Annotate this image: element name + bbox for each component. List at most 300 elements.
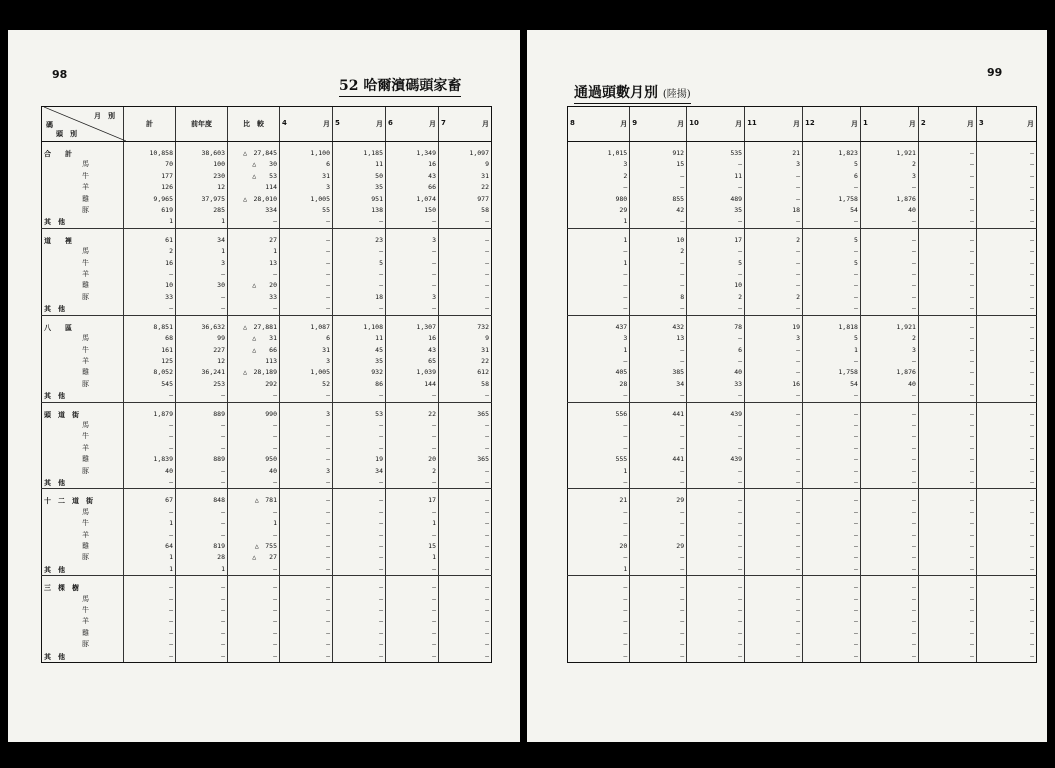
table-cell: — xyxy=(976,246,1036,257)
table-cell: — xyxy=(386,420,439,431)
table-cell: 10 xyxy=(124,280,176,291)
table-row xyxy=(568,345,1037,356)
table-cell: 535 xyxy=(687,142,745,160)
row-label: 雞 xyxy=(42,454,124,465)
table-cell: — xyxy=(630,639,687,650)
table-cell: 42 xyxy=(630,205,687,216)
table-cell: 545 xyxy=(124,379,176,390)
table-cell: 439 xyxy=(687,402,745,420)
row-label: 三 棵 樹 xyxy=(42,576,124,594)
row-label: 牛 xyxy=(42,171,124,182)
table-cell: — xyxy=(687,576,745,594)
table-cell: — xyxy=(568,420,630,431)
table-cell: — xyxy=(745,518,803,529)
table-cell: — xyxy=(745,639,803,650)
table-cell: 1,039 xyxy=(386,367,439,378)
table-cell: 13 xyxy=(228,258,280,269)
table-cell: 990 xyxy=(228,402,280,420)
table-group-total-row xyxy=(42,315,492,333)
table-cell: 1,921 xyxy=(860,315,918,333)
left-data-table xyxy=(41,106,492,663)
table-cell: 19 xyxy=(333,454,386,465)
table-row xyxy=(568,454,1037,465)
table-cell: — xyxy=(745,280,803,291)
table-cell: — xyxy=(280,390,333,402)
column-header-total: 計 xyxy=(124,107,176,142)
table-cell: 556 xyxy=(568,402,630,420)
table-row xyxy=(568,216,1037,228)
table-cell: 45 xyxy=(333,345,386,356)
row-label: 牛 xyxy=(42,258,124,269)
table-cell: — xyxy=(918,402,976,420)
table-cell: — xyxy=(687,541,745,552)
table-cell: — xyxy=(976,171,1036,182)
month-number: 6 xyxy=(388,119,393,128)
table-cell: — xyxy=(976,541,1036,552)
table-cell: — xyxy=(976,142,1036,160)
table-cell: — xyxy=(803,390,861,402)
month-unit: 月 xyxy=(793,119,801,129)
table-cell: — xyxy=(630,576,687,594)
table-cell: 22 xyxy=(386,402,439,420)
table-row xyxy=(42,616,492,627)
table-cell: — xyxy=(918,454,976,465)
table-cell: — xyxy=(568,616,630,627)
table-cell: — xyxy=(176,628,228,639)
table-row xyxy=(42,466,492,477)
table-cell: — xyxy=(687,489,745,507)
table-cell: — xyxy=(280,443,333,454)
table-cell: △ 27,845 xyxy=(228,142,280,160)
table-cell: — xyxy=(386,530,439,541)
table-cell: 1,307 xyxy=(386,315,439,333)
table-cell: 2 xyxy=(568,171,630,182)
table-cell: — xyxy=(745,530,803,541)
table-cell: 432 xyxy=(630,315,687,333)
table-cell: — xyxy=(687,639,745,650)
table-cell: — xyxy=(918,194,976,205)
table-cell: — xyxy=(333,518,386,529)
table-cell: 22 xyxy=(439,182,492,193)
table-cell: — xyxy=(439,280,492,291)
table-row xyxy=(42,182,492,193)
row-label: 道 裡 xyxy=(42,228,124,246)
table-cell: 2 xyxy=(124,246,176,257)
table-cell: — xyxy=(918,205,976,216)
table-cell: — xyxy=(568,518,630,529)
table-cell: △ 30 xyxy=(228,159,280,170)
left-header-row xyxy=(42,107,492,142)
table-cell: 55 xyxy=(280,205,333,216)
table-cell: 253 xyxy=(176,379,228,390)
table-row xyxy=(42,269,492,280)
row-label: 羊 xyxy=(42,182,124,193)
table-cell: — xyxy=(918,315,976,333)
row-label: 馬 xyxy=(42,420,124,431)
table-row xyxy=(42,541,492,552)
month-number: 3 xyxy=(978,119,984,128)
table-cell: 125 xyxy=(124,356,176,367)
table-cell: — xyxy=(976,530,1036,541)
table-cell: — xyxy=(568,269,630,280)
table-row xyxy=(568,194,1037,205)
table-cell: — xyxy=(439,246,492,257)
table-cell: — xyxy=(568,507,630,518)
table-cell: 9 xyxy=(439,159,492,170)
table-cell: — xyxy=(280,489,333,507)
table-cell: — xyxy=(918,605,976,616)
month-number: 11 xyxy=(747,119,757,128)
month-number: 2 xyxy=(920,119,926,128)
table-cell: — xyxy=(386,616,439,627)
table-cell: — xyxy=(860,594,918,605)
table-row xyxy=(42,552,492,563)
month-number: 5 xyxy=(335,119,340,128)
row-label: 合 計 xyxy=(42,142,124,160)
table-cell: △ 27,881 xyxy=(228,315,280,333)
table-row xyxy=(42,431,492,442)
table-cell: 5 xyxy=(803,228,861,246)
table-cell: 1,876 xyxy=(860,367,918,378)
table-cell: — xyxy=(176,292,228,303)
table-cell: 36,241 xyxy=(176,367,228,378)
column-header-month xyxy=(860,107,918,142)
table-cell: 34 xyxy=(333,466,386,477)
table-cell: 932 xyxy=(333,367,386,378)
table-cell: 441 xyxy=(630,402,687,420)
table-cell: — xyxy=(803,541,861,552)
table-cell: — xyxy=(976,258,1036,269)
table-cell: — xyxy=(687,651,745,663)
table-row xyxy=(42,367,492,378)
table-group-total-row xyxy=(568,315,1037,333)
table-cell: — xyxy=(333,390,386,402)
table-cell: — xyxy=(860,420,918,431)
table-cell: — xyxy=(745,258,803,269)
table-cell: 2 xyxy=(386,466,439,477)
table-cell: 15 xyxy=(630,159,687,170)
row-label: 羊 xyxy=(42,616,124,627)
table-cell: — xyxy=(745,356,803,367)
table-cell: 144 xyxy=(386,379,439,390)
table-cell: 365 xyxy=(439,454,492,465)
table-row xyxy=(568,651,1037,663)
table-cell: 40 xyxy=(124,466,176,477)
table-cell: — xyxy=(803,552,861,563)
table-cell: 1,839 xyxy=(124,454,176,465)
table-cell: — xyxy=(630,628,687,639)
table-cell: — xyxy=(280,246,333,257)
row-label: 雞 xyxy=(42,194,124,205)
table-row xyxy=(42,477,492,489)
table-row xyxy=(568,292,1037,303)
table-cell: — xyxy=(386,594,439,605)
table-row xyxy=(42,443,492,454)
table-cell: 16 xyxy=(386,159,439,170)
table-cell: — xyxy=(687,530,745,541)
table-cell: — xyxy=(124,628,176,639)
table-cell: — xyxy=(439,651,492,663)
table-cell: 86 xyxy=(333,379,386,390)
table-cell: 66 xyxy=(386,182,439,193)
table-cell: 1,097 xyxy=(439,142,492,160)
table-cell: — xyxy=(280,258,333,269)
table-cell: — xyxy=(687,616,745,627)
table-cell: — xyxy=(745,489,803,507)
row-label: 其 他 xyxy=(42,390,124,402)
month-unit: 月 xyxy=(850,119,858,129)
table-cell: 1,005 xyxy=(280,367,333,378)
table-cell: 2 xyxy=(745,292,803,303)
table-cell: — xyxy=(860,552,918,563)
table-group-total-row xyxy=(42,576,492,594)
table-cell: — xyxy=(745,182,803,193)
month-number: 8 xyxy=(570,119,575,128)
table-cell: — xyxy=(918,576,976,594)
table-cell: — xyxy=(918,639,976,650)
table-cell: 61 xyxy=(124,228,176,246)
table-cell: — xyxy=(386,390,439,402)
table-cell: 889 xyxy=(176,402,228,420)
month-unit: 月 xyxy=(429,119,436,129)
table-cell: 951 xyxy=(333,194,386,205)
table-cell: — xyxy=(439,303,492,315)
table-cell: — xyxy=(568,356,630,367)
table-cell: — xyxy=(976,420,1036,431)
row-label: 豚 xyxy=(42,292,124,303)
table-cell: 78 xyxy=(687,315,745,333)
table-cell: 385 xyxy=(630,367,687,378)
table-row xyxy=(42,420,492,431)
table-cell: — xyxy=(918,466,976,477)
table-cell: 52 xyxy=(280,379,333,390)
table-cell: — xyxy=(280,292,333,303)
table-cell: 1 xyxy=(176,246,228,257)
table-cell: 5 xyxy=(333,258,386,269)
table-cell: — xyxy=(918,541,976,552)
corner-bottom-right-label: 頭 別 xyxy=(56,129,77,138)
table-cell: — xyxy=(439,390,492,402)
table-cell: — xyxy=(803,454,861,465)
table-cell: — xyxy=(860,280,918,291)
table-cell: — xyxy=(745,541,803,552)
table-row xyxy=(568,552,1037,563)
table-cell: 114 xyxy=(228,182,280,193)
table-cell: — xyxy=(803,303,861,315)
table-cell: — xyxy=(745,628,803,639)
table-cell: — xyxy=(803,182,861,193)
table-cell: 68 xyxy=(124,333,176,344)
table-cell: 21 xyxy=(568,489,630,507)
table-cell: 848 xyxy=(176,489,228,507)
table-cell: — xyxy=(630,477,687,489)
row-label: 馬 xyxy=(42,594,124,605)
table-row xyxy=(42,564,492,576)
table-cell: 2 xyxy=(745,228,803,246)
table-cell: — xyxy=(439,258,492,269)
table-cell: 50 xyxy=(333,171,386,182)
corner-header-cell xyxy=(42,107,124,142)
table-cell: — xyxy=(976,651,1036,663)
table-cell: — xyxy=(333,507,386,518)
table-cell: — xyxy=(228,628,280,639)
table-cell: — xyxy=(568,530,630,541)
table-cell: — xyxy=(918,345,976,356)
table-cell: 5 xyxy=(687,258,745,269)
table-cell: — xyxy=(976,466,1036,477)
table-cell: — xyxy=(124,477,176,489)
table-cell: — xyxy=(280,303,333,315)
table-cell: — xyxy=(976,507,1036,518)
table-cell: — xyxy=(176,530,228,541)
table-cell: — xyxy=(918,552,976,563)
table-cell: 33 xyxy=(228,292,280,303)
table-cell: — xyxy=(568,576,630,594)
table-cell: 3 xyxy=(280,402,333,420)
table-cell: 8,851 xyxy=(124,315,176,333)
table-row xyxy=(568,431,1037,442)
table-cell: — xyxy=(860,576,918,594)
table-cell: — xyxy=(280,628,333,639)
table-cell: — xyxy=(568,552,630,563)
column-header-month xyxy=(745,107,803,142)
table-cell: 23 xyxy=(333,228,386,246)
month-unit: 月 xyxy=(323,119,330,129)
table-cell: 439 xyxy=(687,454,745,465)
table-row xyxy=(568,564,1037,576)
table-cell: — xyxy=(803,246,861,257)
table-cell: — xyxy=(439,605,492,616)
table-row xyxy=(568,246,1037,257)
table-cell: 8,052 xyxy=(124,367,176,378)
table-cell: — xyxy=(280,616,333,627)
table-cell: 1,108 xyxy=(333,315,386,333)
table-cell: — xyxy=(568,639,630,650)
table-cell: — xyxy=(918,333,976,344)
table-row xyxy=(42,194,492,205)
table-cell: — xyxy=(745,443,803,454)
table-cell: 3 xyxy=(860,345,918,356)
table-cell: — xyxy=(803,564,861,576)
table-cell: △ 28,010 xyxy=(228,194,280,205)
table-cell: 1,185 xyxy=(333,142,386,160)
row-label: 牛 xyxy=(42,345,124,356)
table-cell: — xyxy=(439,639,492,650)
table-cell: 64 xyxy=(124,541,176,552)
table-row xyxy=(568,507,1037,518)
table-cell: — xyxy=(803,477,861,489)
table-cell: — xyxy=(976,454,1036,465)
row-label: 八 區 xyxy=(42,315,124,333)
table-cell: 38,603 xyxy=(176,142,228,160)
title-text: 哈爾濱碼頭家畜 xyxy=(363,78,462,94)
table-row xyxy=(568,616,1037,627)
table-cell: 3 xyxy=(386,292,439,303)
table-cell: — xyxy=(745,216,803,228)
table-cell: 11 xyxy=(687,171,745,182)
table-cell: — xyxy=(386,431,439,442)
table-cell: — xyxy=(333,246,386,257)
table-cell: — xyxy=(745,367,803,378)
table-cell: 3 xyxy=(568,333,630,344)
table-cell: — xyxy=(630,216,687,228)
table-cell: — xyxy=(687,628,745,639)
table-cell: — xyxy=(568,477,630,489)
table-cell: — xyxy=(918,616,976,627)
table-cell: — xyxy=(630,420,687,431)
table-cell: — xyxy=(918,594,976,605)
table-cell: — xyxy=(228,303,280,315)
table-cell: 40 xyxy=(860,379,918,390)
table-cell: 1 xyxy=(803,345,861,356)
table-cell: — xyxy=(333,269,386,280)
table-cell: — xyxy=(333,443,386,454)
table-cell: — xyxy=(333,639,386,650)
table-cell: — xyxy=(280,530,333,541)
column-header-month xyxy=(568,107,630,142)
table-cell: — xyxy=(439,507,492,518)
table-row xyxy=(568,171,1037,182)
table-cell: 1 xyxy=(124,552,176,563)
table-cell: — xyxy=(439,292,492,303)
table-cell: 912 xyxy=(630,142,687,160)
table-cell: — xyxy=(228,594,280,605)
table-cell: 1,758 xyxy=(803,194,861,205)
table-cell: — xyxy=(745,431,803,442)
table-cell: — xyxy=(333,651,386,663)
row-label: 其 他 xyxy=(42,564,124,576)
row-label: 羊 xyxy=(42,530,124,541)
table-cell: 16 xyxy=(124,258,176,269)
table-cell: — xyxy=(568,182,630,193)
table-cell: 334 xyxy=(228,205,280,216)
table-cell: 40 xyxy=(860,205,918,216)
table-cell: — xyxy=(918,379,976,390)
table-cell: — xyxy=(386,628,439,639)
table-cell: — xyxy=(860,216,918,228)
row-label: 頭 道 街 xyxy=(42,402,124,420)
table-cell: △ 755 xyxy=(228,541,280,552)
month-unit: 月 xyxy=(908,119,916,129)
table-cell: 29 xyxy=(630,541,687,552)
table-cell: — xyxy=(630,616,687,627)
column-header-month xyxy=(687,107,745,142)
table-cell: — xyxy=(745,564,803,576)
table-cell: — xyxy=(630,390,687,402)
table-cell: 30 xyxy=(176,280,228,291)
table-cell: — xyxy=(333,420,386,431)
table-cell: 1,015 xyxy=(568,142,630,160)
table-cell: — xyxy=(386,564,439,576)
table-cell: — xyxy=(918,420,976,431)
table-cell: 20 xyxy=(386,454,439,465)
table-cell: 177 xyxy=(124,171,176,182)
table-cell: — xyxy=(228,651,280,663)
table-cell: — xyxy=(918,142,976,160)
table-group-total-row xyxy=(568,576,1037,594)
table-row xyxy=(568,420,1037,431)
table-row xyxy=(568,303,1037,315)
table-row xyxy=(568,541,1037,552)
table-cell: — xyxy=(976,269,1036,280)
table-cell: — xyxy=(333,303,386,315)
table-cell: — xyxy=(860,639,918,650)
row-label: 豚 xyxy=(42,639,124,650)
table-cell: 855 xyxy=(630,194,687,205)
left-page xyxy=(8,30,520,742)
table-cell: △ 27 xyxy=(228,552,280,563)
table-cell: 6 xyxy=(280,159,333,170)
